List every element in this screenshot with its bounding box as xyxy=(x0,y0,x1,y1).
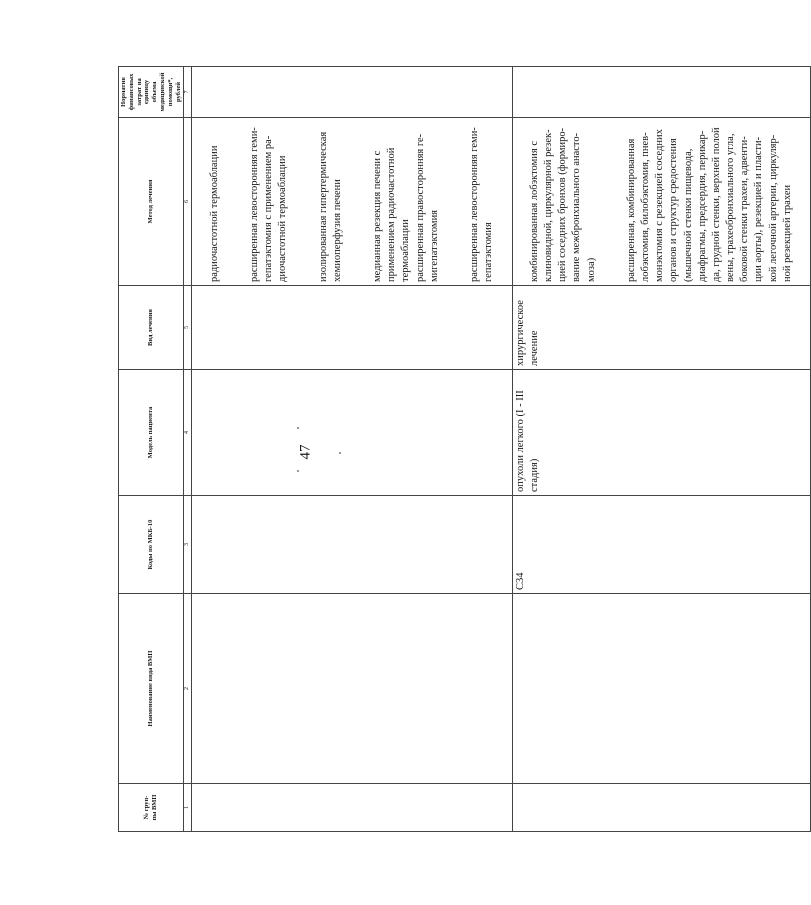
method-text: медианная резекция печени с применением радиочастотной термоаблации расширенная правосторонняя ге- мигепатэктомия xyxy=(372,133,440,282)
column-number: 5 xyxy=(184,286,192,370)
header-icd-codes: Коды по МКБ-10 xyxy=(119,496,184,594)
group-number-cell xyxy=(512,784,810,832)
column-number: 7 xyxy=(184,67,192,118)
patient-model-cell: опухоли легкого (I - III стадия) xyxy=(512,370,810,496)
column-number-row xyxy=(184,67,192,832)
method-text: расширенная, комбинированная лобэктомия, билобэктомия, пнев- монэктомия с резекцией соседних органов и структур средостения (мышечной стенки пищевода, диафрагмы, предсердия, перикар- да, грудной стенки, верхней полой вены, трахеобронхиального угла, боковой стенки трахеи, адвенти- ции аорты), резекцией и пласти- кой легочной артерии, циркуляр- ной резекцией трахеи xyxy=(625,127,793,282)
column-number: 6 xyxy=(184,118,192,286)
header-vmp-name: Наименование вида ВМП xyxy=(119,594,184,784)
cost-norm-cell xyxy=(192,67,512,118)
method-text: изолированная гипертермическая хемиоперфузия печени xyxy=(317,131,343,282)
column-number: 1 xyxy=(184,784,192,832)
table-row-liver-methods xyxy=(192,67,512,832)
header-group-number: № груп- пы ВМП xyxy=(119,784,184,832)
method-text: радиочастотной термоаблации xyxy=(208,145,220,282)
column-number: 2 xyxy=(184,594,192,784)
vmp-name-cell xyxy=(512,594,810,784)
rotated-page-content xyxy=(118,67,793,832)
column-number: 4 xyxy=(184,370,192,496)
vmp-name-cell xyxy=(192,594,512,784)
page-number: 47 xyxy=(297,444,314,460)
cost-norm-cell xyxy=(512,67,810,118)
treatment-method-cell xyxy=(192,118,512,286)
header-patient-model: Модель пациента xyxy=(119,370,184,496)
treatment-method-cell xyxy=(512,118,810,286)
vmp-table xyxy=(118,66,811,832)
treatment-type-cell: хирургическое лечение xyxy=(512,286,810,370)
treatment-type-cell xyxy=(192,286,512,370)
header-cost-norm: Норматив финансовых затрат на единицу объема медицинской помощи*, рублей xyxy=(119,67,184,118)
method-text: комбинированная лобэктомия с клиновидной, циркулярной резек- цией соседних бронхов (формиро- вание межбронхиального анасто- моза) xyxy=(528,127,597,282)
header-treatment-type: Вид лечения xyxy=(119,286,184,370)
column-number: 3 xyxy=(184,496,192,594)
patient-model-cell xyxy=(192,370,512,496)
table-header-row xyxy=(119,67,184,832)
icd-code-cell: С34 xyxy=(512,496,810,594)
header-treatment-method: Метод лечения xyxy=(119,118,184,286)
group-number-cell xyxy=(192,784,512,832)
table-row-lung-tumor xyxy=(512,67,810,832)
method-text: расширенная левосторонняя геми- гепатэктомия с применением ра- диочастотной термоаблации xyxy=(248,127,289,282)
method-text: расширенная левосторонняя геми- гепатэктомия xyxy=(469,127,495,282)
icd-code-cell xyxy=(192,496,512,594)
